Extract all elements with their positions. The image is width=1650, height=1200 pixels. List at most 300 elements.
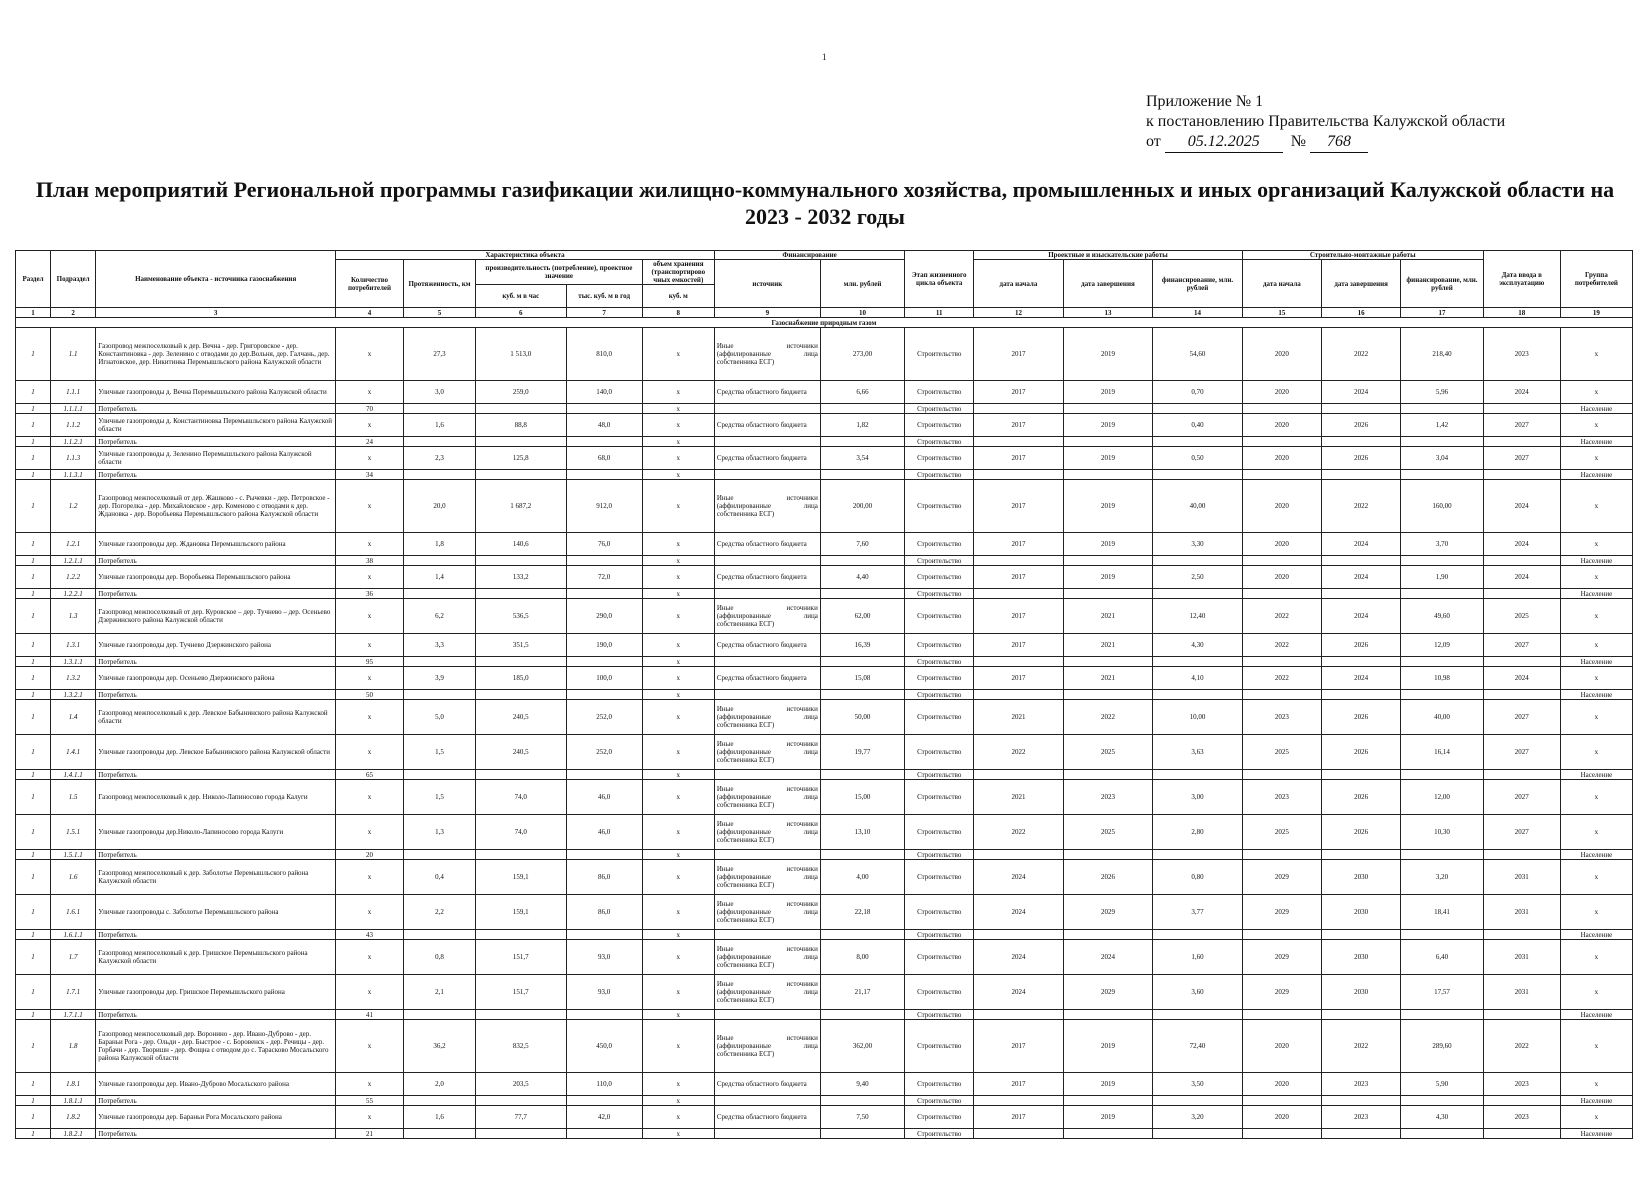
cell-length (403, 1010, 475, 1020)
cell-podrazdel: 1.2.1.1 (50, 556, 95, 566)
table-row (16, 533, 1633, 556)
cell-source: Иные источники (аффилированные лица собственника ЕСГ) (714, 328, 820, 381)
cell-name: Уличные газопроводы д. Зеленино Перемышльского района Калужской области (96, 447, 336, 470)
cell-commission (1483, 850, 1560, 860)
cell-design-fin: 3,50 (1153, 1073, 1243, 1096)
cell-stage: Строительство (905, 1129, 974, 1139)
cell-constr-end: 2024 (1322, 381, 1401, 404)
cell-design-end (1063, 770, 1153, 780)
appendix-title: Приложение № 1 (1146, 93, 1264, 110)
cell-constr-end: 2022 (1322, 1020, 1401, 1073)
cell-design-start (974, 1096, 1064, 1106)
cell-name: Газопровод межпоселковый к дер. Заболотье Перемышльского района Калужской области (96, 860, 336, 895)
cell-source (714, 1129, 820, 1139)
cell-design-end: 2029 (1063, 895, 1153, 930)
cell-constr-start: 2022 (1242, 599, 1321, 634)
cell-group: х (1560, 860, 1632, 895)
table-row (16, 690, 1633, 700)
cell-name: Уличные газопроводы дер. Ждановка Перемышльского района (96, 533, 336, 556)
cell-stage: Строительство (905, 815, 974, 850)
cell-design-end: 2025 (1063, 815, 1153, 850)
cell-group: х (1560, 1106, 1632, 1129)
cell-storage: х (642, 447, 714, 470)
cell-consumers: 38 (336, 556, 404, 566)
cell-design-fin: 3,77 (1153, 895, 1243, 930)
cell-stage: Строительство (905, 381, 974, 404)
cell-source: Средства областного бюджета (714, 381, 820, 404)
cell-consumers: х (336, 328, 404, 381)
cell-group: Население (1560, 690, 1632, 700)
cell-design-start (974, 930, 1064, 940)
cell-razdel: 1 (16, 437, 51, 447)
cell-commission: 2023 (1483, 328, 1560, 381)
cell-thousand-year: 450,0 (566, 1020, 642, 1073)
col-razdel: Раздел (16, 251, 51, 308)
cell-design-fin: 0,70 (1153, 381, 1243, 404)
cell-podrazdel: 1.2.2 (50, 566, 95, 589)
cell-constr-fin (1401, 690, 1483, 700)
cell-constr-fin: 3,04 (1401, 447, 1483, 470)
table-row (16, 437, 1633, 447)
cell-group: х (1560, 895, 1632, 930)
cell-cub-hour (476, 930, 567, 940)
cell-consumers: 36 (336, 589, 404, 599)
cell-constr-fin: 289,60 (1401, 1020, 1483, 1073)
cell-constr-end: 2030 (1322, 975, 1401, 1010)
cell-design-fin (1153, 470, 1243, 480)
cell-source: Иные источники (аффилированные лица собственника ЕСГ) (714, 975, 820, 1010)
cell-name: Потребитель (96, 1010, 336, 1020)
table-header (16, 251, 1633, 318)
cell-length: 1,6 (403, 414, 475, 437)
cell-constr-end: 2026 (1322, 414, 1401, 437)
cell-cub-hour (476, 690, 567, 700)
cell-design-start: 2021 (974, 780, 1064, 815)
cell-group: х (1560, 940, 1632, 975)
column-index-cell: 1 (16, 308, 51, 318)
cell-podrazdel: 1.1.1.1 (50, 404, 95, 414)
cell-constr-start (1242, 657, 1321, 667)
cell-storage: х (642, 860, 714, 895)
cell-design-fin: 3,00 (1153, 780, 1243, 815)
cell-constr-start: 2029 (1242, 940, 1321, 975)
cell-name: Газопровод межпоселковый от дер. Куровское – дер. Тучнево – дер. Осеньево Дзержинского района Калужской области (96, 599, 336, 634)
cell-design-start: 2022 (974, 815, 1064, 850)
cell-mln (820, 770, 904, 780)
cell-razdel: 1 (16, 1073, 51, 1096)
cell-constr-fin: 1,42 (1401, 414, 1483, 437)
cell-group: х (1560, 780, 1632, 815)
cell-thousand-year: 76,0 (566, 533, 642, 556)
cell-constr-fin: 6,40 (1401, 940, 1483, 975)
col-construction: Строительно-монтажные работы (1242, 251, 1483, 260)
cell-design-start (974, 770, 1064, 780)
cell-constr-fin: 5,90 (1401, 1073, 1483, 1096)
cell-design-fin (1153, 930, 1243, 940)
cell-constr-end (1322, 404, 1401, 414)
cell-design-start: 2022 (974, 735, 1064, 770)
column-index-cell: 8 (642, 308, 714, 318)
cell-source: Иные источники (аффилированные лица собственника ЕСГ) (714, 735, 820, 770)
cell-constr-fin (1401, 556, 1483, 566)
cell-commission (1483, 930, 1560, 940)
cell-stage: Строительство (905, 975, 974, 1010)
cell-name: Уличные газопроводы дер.Николо-Лапиносово города Калуги (96, 815, 336, 850)
cell-podrazdel: 1.2.1 (50, 533, 95, 556)
cell-stage: Строительство (905, 589, 974, 599)
cell-length: 2,1 (403, 975, 475, 1010)
cell-name: Газопровод межпоселковый от дер. Жашково - с. Рычевки - дер. Петровское - дер. Погорелка - дер. Михайловское - дер. Коменово с отводами к дер. Ждановка - дер. Воробьевка Перемышльского района Калужской области (96, 480, 336, 533)
cell-commission (1483, 1096, 1560, 1106)
col-mln: млн. рублей (820, 260, 904, 308)
cell-length: 1,8 (403, 533, 475, 556)
cell-name: Газопровод межпоселковый к дер. Гришское Перемышльского района Калужской области (96, 940, 336, 975)
cell-commission: 2031 (1483, 940, 1560, 975)
cell-length: 1,5 (403, 735, 475, 770)
cell-thousand-year (566, 690, 642, 700)
cell-constr-end (1322, 470, 1401, 480)
table-row (16, 735, 1633, 770)
cell-consumers: х (336, 815, 404, 850)
table-row (16, 599, 1633, 634)
cell-constr-fin (1401, 437, 1483, 447)
cell-cub-hour: 240,5 (476, 735, 567, 770)
cell-razdel: 1 (16, 667, 51, 690)
cell-stage: Строительство (905, 735, 974, 770)
cell-mln (820, 657, 904, 667)
cell-constr-end: 2026 (1322, 634, 1401, 657)
cell-cub-hour (476, 437, 567, 447)
cell-constr-fin (1401, 470, 1483, 480)
cell-consumers: х (336, 700, 404, 735)
cell-constr-fin (1401, 1010, 1483, 1020)
cell-design-fin: 40,00 (1153, 480, 1243, 533)
cell-group: Население (1560, 1129, 1632, 1139)
cell-design-start: 2024 (974, 860, 1064, 895)
cell-design-start: 2017 (974, 667, 1064, 690)
cell-consumers: х (336, 414, 404, 437)
cell-constr-fin: 10,98 (1401, 667, 1483, 690)
cell-constr-end: 2026 (1322, 735, 1401, 770)
cell-consumers: х (336, 566, 404, 589)
cell-group: Население (1560, 470, 1632, 480)
cell-thousand-year (566, 556, 642, 566)
table-row (16, 850, 1633, 860)
cell-mln: 62,00 (820, 599, 904, 634)
cell-cub-hour: 536,5 (476, 599, 567, 634)
cell-constr-start: 2020 (1242, 447, 1321, 470)
cell-design-fin (1153, 1096, 1243, 1106)
cell-razdel: 1 (16, 940, 51, 975)
table-row (16, 1020, 1633, 1073)
cell-cub-hour: 74,0 (476, 780, 567, 815)
col-podrazdel: Подраздел (50, 251, 95, 308)
cell-stage: Строительство (905, 1073, 974, 1096)
cell-thousand-year: 110,0 (566, 1073, 642, 1096)
cell-cub-hour: 140,6 (476, 533, 567, 556)
cell-group: Население (1560, 1010, 1632, 1020)
column-index-cell: 6 (476, 308, 567, 318)
cell-mln: 273,00 (820, 328, 904, 381)
cell-length (403, 470, 475, 480)
cell-thousand-year (566, 930, 642, 940)
cell-cub-hour (476, 770, 567, 780)
cell-consumers: х (336, 895, 404, 930)
cell-podrazdel: 1.3.1 (50, 634, 95, 657)
cell-group: х (1560, 735, 1632, 770)
col-constr-end: дата завершения (1322, 260, 1401, 308)
cell-source: Иные источники (аффилированные лица собственника ЕСГ) (714, 940, 820, 975)
cell-length (403, 657, 475, 667)
cell-constr-end: 2030 (1322, 940, 1401, 975)
cell-thousand-year (566, 657, 642, 667)
cell-constr-end: 2023 (1322, 1073, 1401, 1096)
cell-name: Уличные газопроводы д. Вечна Перемышльского района Калужской области (96, 381, 336, 404)
cell-commission: 2027 (1483, 700, 1560, 735)
cell-razdel: 1 (16, 850, 51, 860)
cell-storage: х (642, 328, 714, 381)
cell-mln: 22,18 (820, 895, 904, 930)
cell-constr-start (1242, 770, 1321, 780)
cell-consumers: 70 (336, 404, 404, 414)
cell-group: Население (1560, 437, 1632, 447)
cell-consumers: х (336, 381, 404, 404)
cell-constr-start: 2022 (1242, 667, 1321, 690)
cell-design-fin: 54,60 (1153, 328, 1243, 381)
cell-constr-end (1322, 437, 1401, 447)
cell-commission: 2031 (1483, 975, 1560, 1010)
cell-design-end: 2026 (1063, 860, 1153, 895)
cell-constr-start: 2020 (1242, 414, 1321, 437)
cell-stage: Строительство (905, 533, 974, 556)
cell-source: Иные источники (аффилированные лица собственника ЕСГ) (714, 700, 820, 735)
cell-razdel: 1 (16, 657, 51, 667)
cell-group: х (1560, 700, 1632, 735)
cell-constr-fin: 1,90 (1401, 566, 1483, 589)
cell-mln: 200,00 (820, 480, 904, 533)
column-index-cell: 5 (403, 308, 475, 318)
table-row (16, 447, 1633, 470)
col-name: Наименование объекта - источника газоснабжения (96, 251, 336, 308)
cell-length (403, 1096, 475, 1106)
cell-podrazdel: 1.4.1.1 (50, 770, 95, 780)
cell-source (714, 1096, 820, 1106)
cell-length: 2,3 (403, 447, 475, 470)
cell-thousand-year: 252,0 (566, 700, 642, 735)
cell-podrazdel: 1.5 (50, 780, 95, 815)
cell-storage: х (642, 1096, 714, 1106)
cell-storage: х (642, 1010, 714, 1020)
cell-storage: х (642, 1073, 714, 1096)
cell-thousand-year: 190,0 (566, 634, 642, 657)
cell-length (403, 850, 475, 860)
cell-mln: 7,60 (820, 533, 904, 556)
cell-commission: 2023 (1483, 1073, 1560, 1096)
table-row (16, 860, 1633, 895)
cell-length (403, 770, 475, 780)
cell-consumers: 41 (336, 1010, 404, 1020)
cell-design-start (974, 404, 1064, 414)
cell-design-end: 2021 (1063, 667, 1153, 690)
cell-group: Население (1560, 770, 1632, 780)
cell-design-fin (1153, 657, 1243, 667)
cell-constr-end (1322, 690, 1401, 700)
cell-commission: 2024 (1483, 533, 1560, 556)
cell-stage: Строительство (905, 1106, 974, 1129)
cell-cub-hour: 159,1 (476, 860, 567, 895)
cell-design-end: 2019 (1063, 328, 1153, 381)
cell-storage: х (642, 480, 714, 533)
cell-cub-hour: 259,0 (476, 381, 567, 404)
cell-design-end: 2021 (1063, 599, 1153, 634)
cell-cub-hour (476, 470, 567, 480)
cell-podrazdel: 1.2 (50, 480, 95, 533)
cell-cub-hour: 151,7 (476, 975, 567, 1010)
cell-mln: 13,10 (820, 815, 904, 850)
cell-design-start: 2017 (974, 381, 1064, 404)
cell-group: х (1560, 667, 1632, 690)
cell-name: Уличные газопроводы дер. Гришское Перемышльского района (96, 975, 336, 1010)
cell-razdel: 1 (16, 690, 51, 700)
cell-podrazdel: 1.6.1 (50, 895, 95, 930)
cell-razdel: 1 (16, 700, 51, 735)
cell-mln: 4,00 (820, 860, 904, 895)
cell-stage: Строительство (905, 700, 974, 735)
cell-design-end (1063, 556, 1153, 566)
cell-length (403, 589, 475, 599)
cell-name: Уличные газопроводы дер. Тучнево Дзержинского района (96, 634, 336, 657)
cell-constr-end (1322, 1010, 1401, 1020)
cell-constr-start (1242, 850, 1321, 860)
cell-thousand-year (566, 850, 642, 860)
cell-constr-start (1242, 556, 1321, 566)
cell-group: х (1560, 975, 1632, 1010)
cell-consumers: 34 (336, 470, 404, 480)
column-index-cell: 19 (1560, 308, 1632, 318)
cell-source: Иные источники (аффилированные лица собственника ЕСГ) (714, 895, 820, 930)
cell-cub-hour: 832,5 (476, 1020, 567, 1073)
cell-constr-fin (1401, 589, 1483, 599)
cell-mln (820, 1096, 904, 1106)
cell-stage: Строительство (905, 328, 974, 381)
cell-cub-hour: 77,7 (476, 1106, 567, 1129)
cell-constr-start (1242, 1129, 1321, 1139)
cell-design-start (974, 437, 1064, 447)
cell-cub-hour: 88,8 (476, 414, 567, 437)
cell-constr-start (1242, 404, 1321, 414)
cell-consumers: х (336, 735, 404, 770)
cell-length: 1,5 (403, 780, 475, 815)
cell-razdel: 1 (16, 770, 51, 780)
cell-thousand-year: 912,0 (566, 480, 642, 533)
cell-length (403, 930, 475, 940)
cell-group: Население (1560, 589, 1632, 599)
cell-constr-start: 2020 (1242, 381, 1321, 404)
cell-podrazdel: 1.1.2.1 (50, 437, 95, 447)
table-row (16, 1106, 1633, 1129)
cell-design-fin: 2,80 (1153, 815, 1243, 850)
cell-razdel: 1 (16, 414, 51, 437)
cell-group: х (1560, 815, 1632, 850)
cell-thousand-year: 93,0 (566, 940, 642, 975)
cell-length (403, 690, 475, 700)
cell-group: Население (1560, 404, 1632, 414)
col-design-end: дата завершения (1063, 260, 1153, 308)
cell-design-fin (1153, 690, 1243, 700)
cell-design-end: 2024 (1063, 940, 1153, 975)
cell-constr-fin: 12,00 (1401, 780, 1483, 815)
cell-mln: 8,00 (820, 940, 904, 975)
cell-cub-hour: 185,0 (476, 667, 567, 690)
cell-name: Уличные газопроводы дер. Бараньи Рога Мосальского района (96, 1106, 336, 1129)
cell-podrazdel: 1.7.1.1 (50, 1010, 95, 1020)
cell-constr-end: 2026 (1322, 447, 1401, 470)
cell-constr-fin (1401, 1096, 1483, 1106)
cell-commission (1483, 770, 1560, 780)
table-row (16, 930, 1633, 940)
table-row (16, 815, 1633, 850)
cell-design-fin: 0,80 (1153, 860, 1243, 895)
cell-cub-hour: 1 687,2 (476, 480, 567, 533)
cell-design-start: 2024 (974, 975, 1064, 1010)
cell-stage: Строительство (905, 634, 974, 657)
section-title: Газоснабжение природным газом (16, 318, 1633, 328)
appendix-resolution: к постановлению Правительства Калужской области (1146, 113, 1506, 130)
cell-stage: Строительство (905, 930, 974, 940)
cell-length (403, 404, 475, 414)
cell-constr-end: 2030 (1322, 860, 1401, 895)
cell-design-start: 2017 (974, 480, 1064, 533)
cell-thousand-year: 290,0 (566, 599, 642, 634)
table-row (16, 1096, 1633, 1106)
cell-design-fin: 4,30 (1153, 634, 1243, 657)
cell-commission (1483, 556, 1560, 566)
cell-stage: Строительство (905, 1096, 974, 1106)
cell-commission (1483, 437, 1560, 447)
table-row (16, 895, 1633, 930)
cell-constr-end: 2022 (1322, 328, 1401, 381)
col-constr-fin: финансирование, млн. рублей (1401, 260, 1483, 308)
cell-constr-start: 2029 (1242, 895, 1321, 930)
cell-consumers: 43 (336, 930, 404, 940)
cell-design-end: 2019 (1063, 447, 1153, 470)
table-row (16, 381, 1633, 404)
cell-cub-hour: 240,5 (476, 700, 567, 735)
cell-razdel: 1 (16, 480, 51, 533)
cell-design-start (974, 589, 1064, 599)
col-cub-hour: куб. м в час (476, 285, 567, 308)
cell-cub-hour (476, 404, 567, 414)
cell-design-end (1063, 404, 1153, 414)
cell-design-end: 2019 (1063, 381, 1153, 404)
cell-design-fin (1153, 850, 1243, 860)
cell-length: 3,3 (403, 634, 475, 657)
cell-name: Газопровод межпоселковый к дер. Вечна - дер. Григоровское - дер. Константиновка - дер. Зеленино с отводами до дер.Вольня, дер. Галчань, дер. Игнатовское, дер. Никитинка Перемышльского района Калужской области (96, 328, 336, 381)
cell-design-start: 2021 (974, 700, 1064, 735)
cell-name: Уличные газопроводы дер. Воробьевка Перемышльского района (96, 566, 336, 589)
table-row (16, 1010, 1633, 1020)
cell-constr-end (1322, 770, 1401, 780)
cell-podrazdel: 1.3.2 (50, 667, 95, 690)
cell-cub-hour: 133,2 (476, 566, 567, 589)
cell-storage: х (642, 414, 714, 437)
cell-consumers: 55 (336, 1096, 404, 1106)
cell-storage: х (642, 815, 714, 850)
cell-constr-fin (1401, 1129, 1483, 1139)
appendix-block (1146, 92, 1505, 153)
cell-design-end (1063, 690, 1153, 700)
cell-cub-hour: 351,5 (476, 634, 567, 657)
